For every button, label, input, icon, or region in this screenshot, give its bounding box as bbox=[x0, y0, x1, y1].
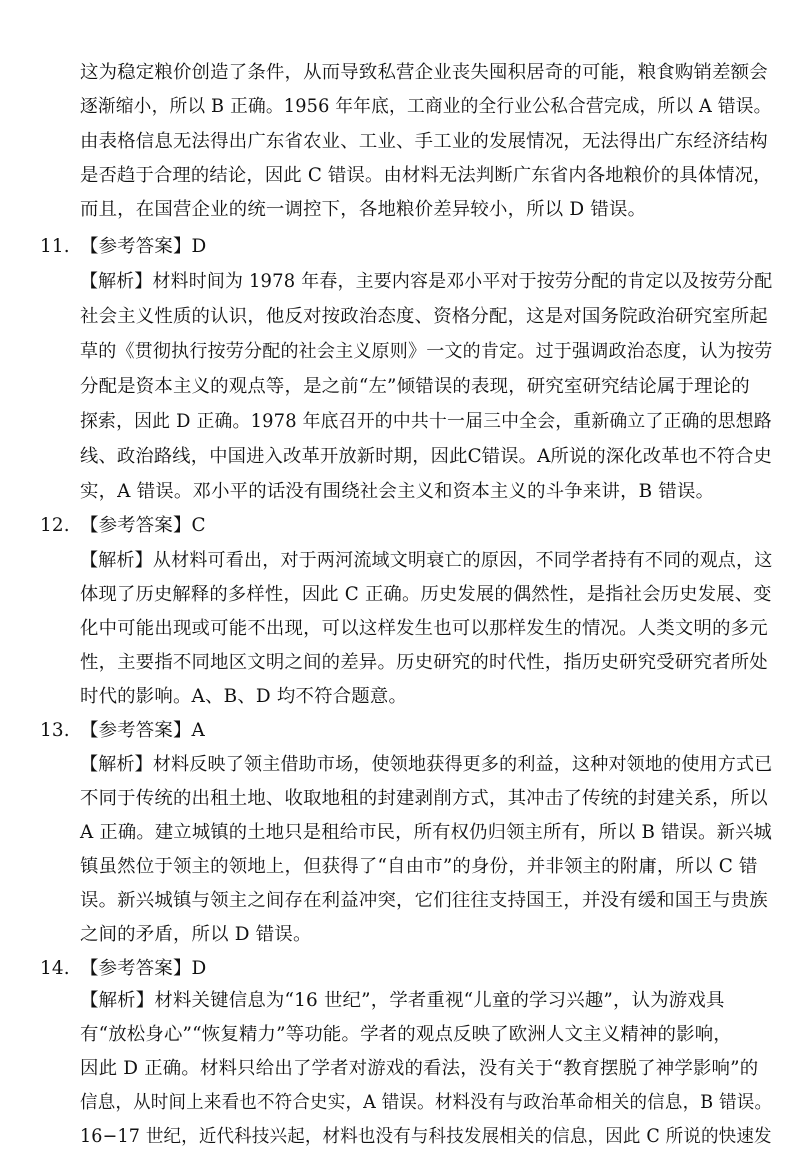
text-line: 这为稳定粮价创造了条件，从而导致私营企业丧失囤积居奇的可能，粮食购销差额会 bbox=[80, 62, 768, 83]
text-line: 信息，从时间上来看也不符合史实，A 错误。材料没有与政治革命相关的信息，B 错误。 bbox=[80, 1092, 773, 1113]
text-line: 16−17 世纪，近代科技兴起，材料也没有与科技发展相关的信息，因此 C 所说的快速发 bbox=[80, 1126, 772, 1147]
text-line: 而且，在国营企业的统一调控下，各地粮价差异较小，所以 D 错误。 bbox=[80, 199, 647, 220]
text-line: 线、政治路线，中国进入改革开放新时期，因此C错误。A所说的深化改革也不符合史 bbox=[80, 446, 773, 467]
text-line: 【解析】材料反映了领主借助市场，使领地获得更多的利益，这种对领地的使用方式已 bbox=[80, 754, 773, 775]
text-line: 【解析】材料时间为 1978 年春，主要内容是邓小平对于按劳分配的肯定以及按劳分配 bbox=[80, 271, 773, 292]
text-line: 草的《贯彻执行按劳分配的社会主义原则》一文的肯定。过于强调政治态度，认为按劳 bbox=[80, 341, 773, 362]
text-line: 体现了历史解释的多样性，因此 C 正确。历史发展的偶然性，是指社会历史发展、变 bbox=[80, 584, 772, 605]
text-line: A 正确。建立城镇的土地只是租给市民，所有权仍归领主所有，所以 B 错误。新兴城 bbox=[80, 822, 773, 843]
question-number: 12. bbox=[40, 515, 70, 536]
text-line: 是否趋于合理的结论，因此 C 错误。由材料无法判断广东省内各地粮价的具体情况， bbox=[80, 165, 772, 186]
text-line: 【解析】材料关键信息为“16 世纪”，学者重视“儿童的学习兴趣”，认为游戏具 bbox=[80, 990, 725, 1011]
question-number: 14. bbox=[40, 958, 70, 979]
question-number: 13. bbox=[40, 720, 70, 741]
answer-label: 【参考答案】D bbox=[80, 236, 207, 257]
text-line: 误。新兴城镇与领主之间存在利益冲突，它们往往支持国王，并没有缓和国王与贵族 bbox=[80, 890, 768, 911]
text-line: 社会主义性质的认识，他反对按政治态度、资格分配，这是对国务院政治研究室所起 bbox=[80, 306, 768, 327]
question-number: 11. bbox=[40, 236, 70, 257]
text-line: 【解析】从材料可看出，对于两河流域文明衰亡的原因，不同学者持有不同的观点，这 bbox=[80, 550, 773, 571]
text-line: 探索，因此 D 正确。1978 年底召开的中共十一届三中全会，重新确立了正确的思想路 bbox=[80, 411, 772, 432]
text-line: 逐渐缩小，所以 B 正确。1956 年年底，工商业的全行业公私合营完成，所以 A 错误。 bbox=[80, 96, 772, 117]
text-line: 之间的矛盾，所以 D 错误。 bbox=[80, 924, 312, 945]
answer-label: 【参考答案】C bbox=[80, 515, 206, 536]
text-line: 镇虽然位于领主的领地上，但获得了“自由市”的身份，并非领主的附庸，所以 C 错 bbox=[80, 856, 758, 877]
text-line: 分配是资本主义的观点等，是之前“左”倾错误的表现，研究室研究结论属于理论的 bbox=[80, 376, 750, 397]
text-line: 不同于传统的出租土地、收取地租的封建剥削方式，其冲击了传统的封建关系，所以 bbox=[80, 788, 768, 809]
text-line: 有“放松身心”“恢复精力”等功能。学者的观点反映了欧洲人文主义精神的影响， bbox=[80, 1024, 732, 1045]
text-line: 实，A 错误。邓小平的话没有围绕社会主义和资本主义的斗争来讲，B 错误。 bbox=[80, 481, 715, 502]
text-line: 时代的影响。A、B、D 均不符合题意。 bbox=[80, 686, 408, 707]
text-line: 由表格信息无法得出广东省农业、工业、手工业的发展情况，无法得出广东经济结构 bbox=[80, 131, 768, 152]
text-line: 化中可能出现或可能不出现，可以这样发生也可以那样发生的情况。人类文明的多元 bbox=[80, 618, 768, 639]
answer-label: 【参考答案】A bbox=[80, 720, 206, 741]
answer-label: 【参考答案】D bbox=[80, 958, 207, 979]
text-line: 性，主要指不同地区文明之间的差异。历史研究的时代性，指历史研究受研究者所处 bbox=[80, 652, 768, 673]
text-line: 因此 D 正确。材料只给出了学者对游戏的看法，没有关于“教育摆脱了神学影响”的 bbox=[80, 1058, 759, 1079]
